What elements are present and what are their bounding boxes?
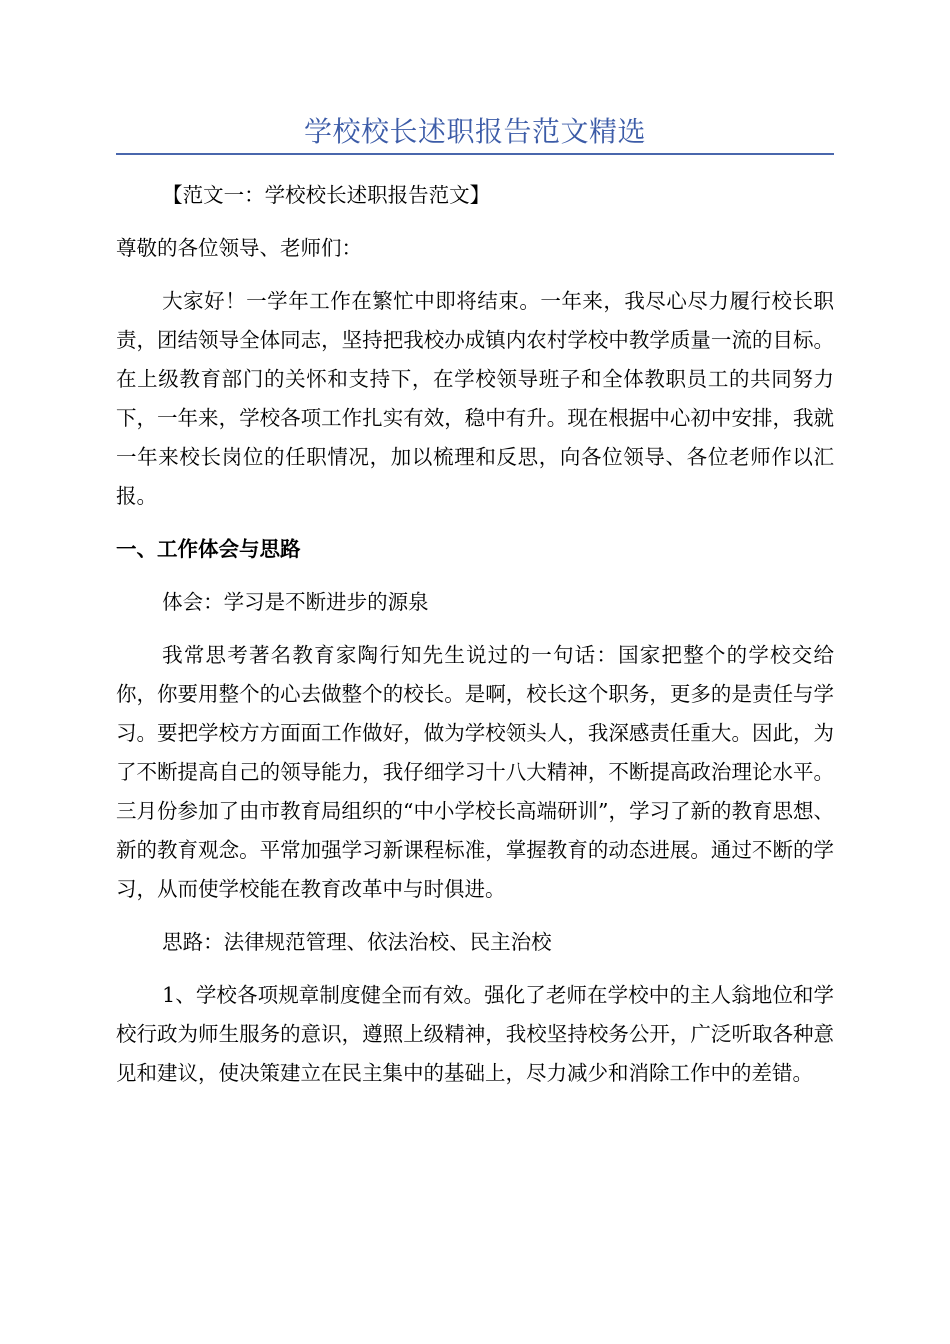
approach-label: 思路：法律规范管理、依法治校、民主治校: [162, 930, 552, 954]
experience-label: 体会：学习是不断进步的源泉: [162, 590, 429, 614]
page-title: 学校校长述职报告范文精选: [303, 115, 646, 148]
intro-paragraph: 大家好！一学年工作在繁忙中即将结束。一年来，我尽心尽力履行校长职责，团结领导全体同志，坚持把我校办成镇内农村学校中教学质量一流的目标。在上级教育部门的关怀和支持下，在学校领导班子和全体教职员工的共同努力下，一年来，学校各项工作扎实有效，稳中有升。现在根据中心初中安排，我就一年来校长岗位的任职情况，加以梳理和反思，向各位领导、各位老师作以汇报。: [116, 289, 834, 508]
section-heading: 一、工作体会与思路: [116, 537, 301, 561]
title-underline: [116, 153, 834, 155]
document-body: [116, 176, 834, 1107]
section-label: 【范文一：学校校长述职报告范文】: [162, 183, 491, 207]
experience-paragraph: 我常思考著名教育家陶行知先生说过的一句话：国家把整个的学校交给你，你要用整个的心去做整个的校长。是啊，校长这个职务，更多的是责任与学习。要把学校方方面面工作做好，做为学校领头人，我深感责任重大。因此，为了不断提高自己的领导能力，我仔细学习十八大精神，不断提高政治理论水平。三月份参加了由市教育局组织的“中小学校长高端研训”，学习了新的教育思想、新的教育观念。平常加强学习新课程标准，掌握教育的动态进展。通过不断的学习，从而使学校能在教育改革中与时俱进。: [116, 643, 834, 901]
point-1-paragraph: 1、学校各项规章制度健全而有效。强化了老师在学校中的主人翁地位和学校行政为师生服务的意识，遵照上级精神，我校坚持校务公开，广泛听取各种意见和建议，使决策建立在民主集中的基础上，尽力减少和消除工作中的差错。: [116, 983, 834, 1085]
salutation: 尊敬的各位领导、老师们：: [116, 236, 362, 260]
